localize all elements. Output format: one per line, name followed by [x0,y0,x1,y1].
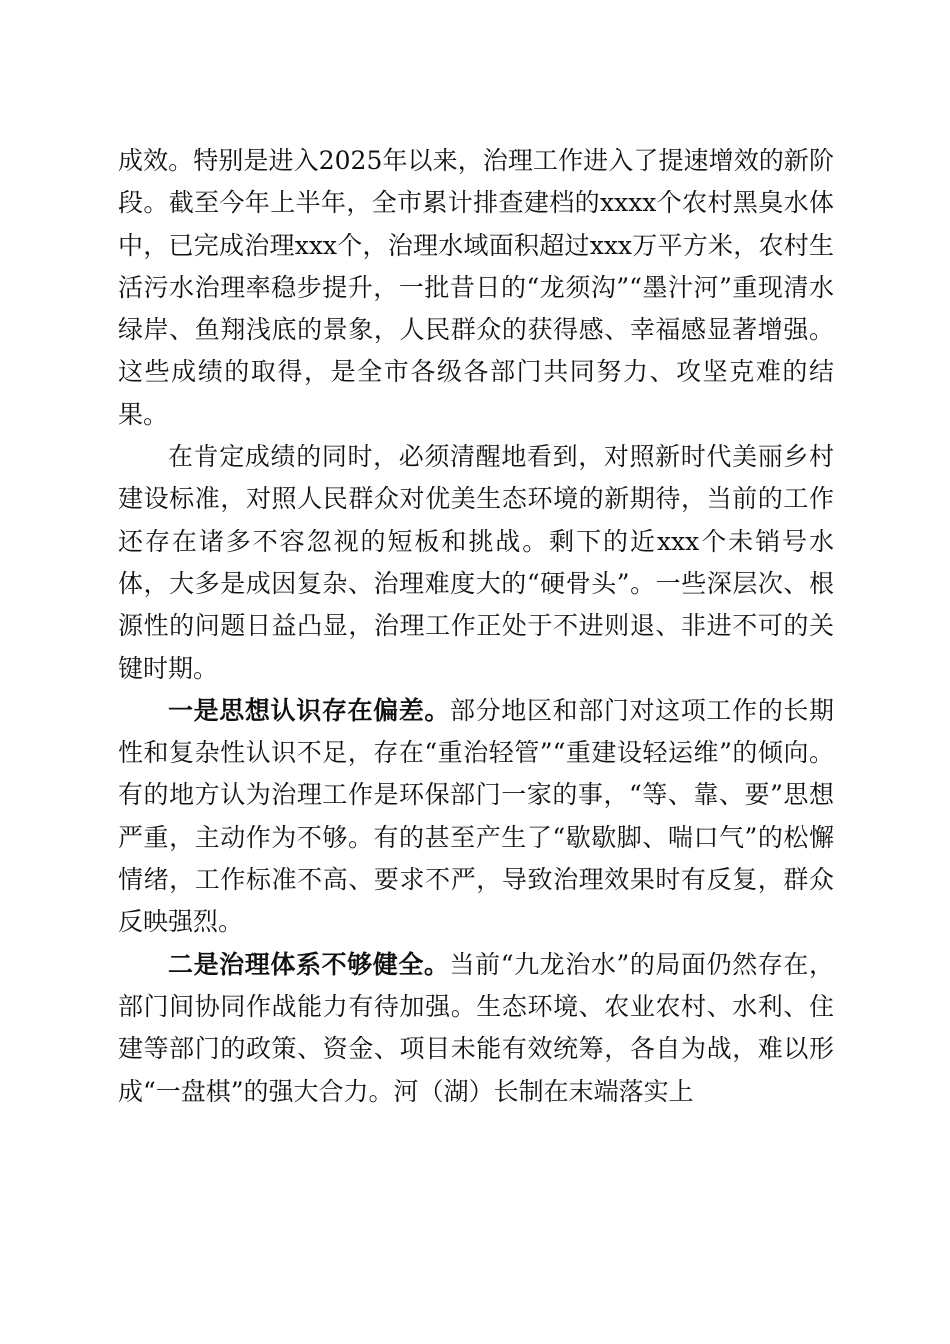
paragraph-text: 当前“九龙治水”的局面仍然存在，部门间协同作战能力有待加强。生态环境、农业农村、水利、住建等部门的政策、资金、项目未能有效统筹，各自为战，难以形成“一盘棋”的强大合力。河（湖）长制在末端落实上 [118,949,834,1106]
paragraph-lead-heading: 二是治理体系不够健全。 [168,949,450,979]
paragraph-text: 成效。特别是进入2025年以来，治理工作进入了提速增效的新阶段。截至今年上半年，全市累计排查建档的xxxx个农村黑臭水体中，已完成治理xxx个，治理水域面积超过xxx万平方米，农村生活污水治理率稳步提升，一批昔日的“龙须沟”“墨汁河”重现清水绿岸、鱼翔浅底的景象，人民群众的获得感、幸福感显著增强。这些成绩的取得，是全市各级各部门共同努力、攻坚克难的结果。 [118,146,834,429]
paragraph-continuation [118,140,834,436]
paragraph-text: 在肯定成绩的同时，必须清醒地看到，对照新时代美丽乡村建设标准，对照人民群众对优美生态环境的新期待，当前的工作还存在诸多不容忽视的短板和挑战。剩下的近xxx个未销号水体，大多是成因复杂、治理难度大的“硬骨头”。一些深层次、根源性的问题日益凸显，治理工作正处于不进则退、非进不可的关键时期。 [118,442,834,683]
paragraph-shortcomings-intro [118,436,834,690]
paragraph-point-one [118,690,834,944]
paragraph-text: 部分地区和部门对这项工作的长期性和复杂性认识不足，存在“重治轻管”“重建设轻运维”的倾向。有的地方认为治理工作是环保部门一家的事，“等、靠、要”思想严重，主动作为不够。有的甚至产生了“歇歇脚、喘口气”的松懈情绪，工作标准不高、要求不严，导致治理效果时有反复，群众反映强烈。 [118,695,834,937]
paragraph-point-two [118,944,834,1113]
paragraph-lead-heading: 一是思想认识存在偏差。 [168,695,451,725]
document-body [118,140,834,1113]
